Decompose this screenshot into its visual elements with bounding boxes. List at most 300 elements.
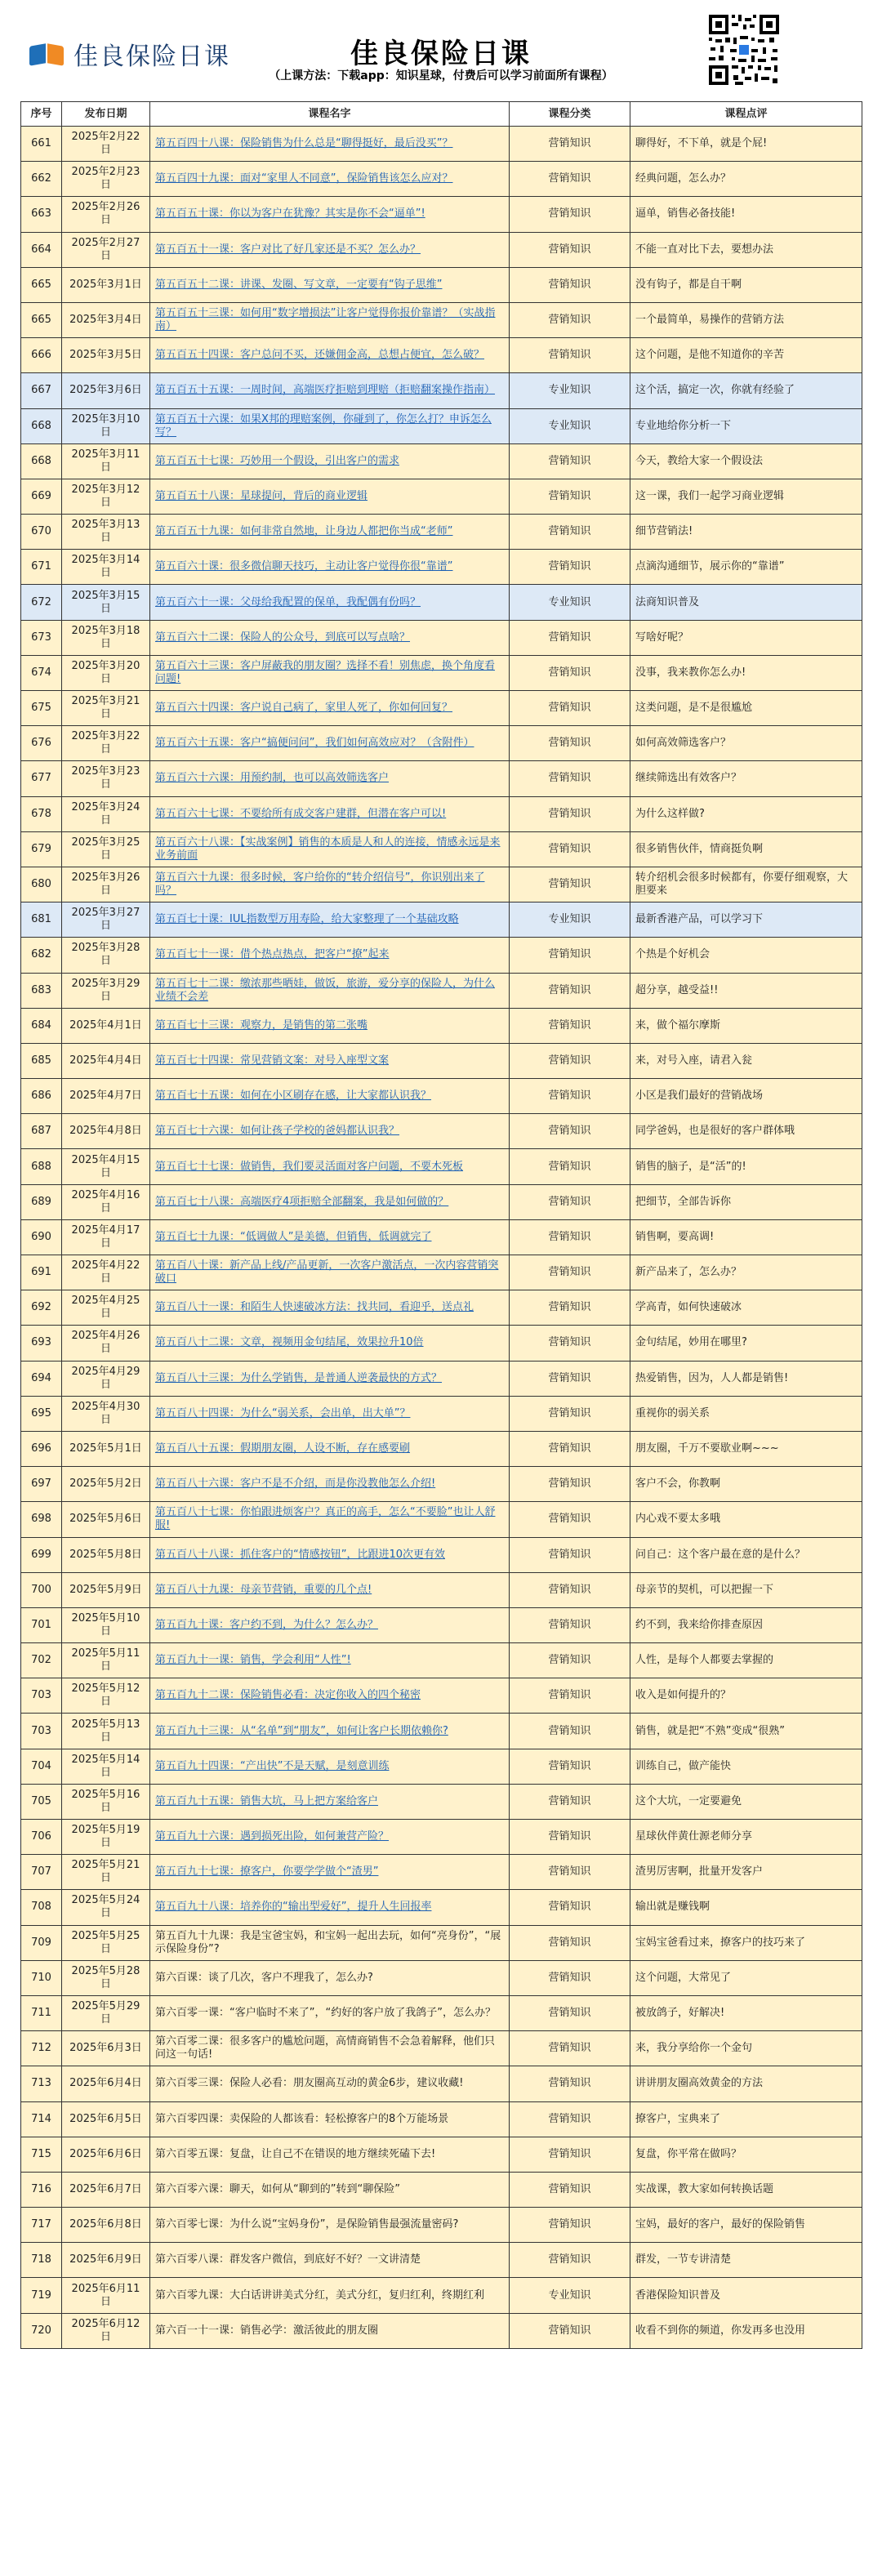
course-name-link[interactable]: 第五百六十六课：用预约制，也可以高效筛选客户: [150, 761, 510, 796]
course-category: 营销知识: [510, 1290, 630, 1326]
column-header-comment: 课程点评: [630, 102, 862, 127]
course-name-link[interactable]: 第五百九十四课：“产出快”不是天赋，是刻意训练: [150, 1749, 510, 1784]
course-category: 营销知识: [510, 1361, 630, 1396]
publish-date: 2025年6月5日: [62, 2101, 150, 2137]
course-comment: 为什么这样做?: [630, 796, 862, 831]
row-number: 689: [21, 1184, 62, 1219]
publish-date: 2025年2月22日: [62, 127, 150, 162]
course-comment: 收入是如何提升的？: [630, 1678, 862, 1714]
course-comment: 法商知识普及: [630, 585, 862, 620]
course-name-link[interactable]: 第五百七十八课：高端医疗4项拒赔全部翻案，我是如何做的？: [150, 1184, 510, 1219]
table-row: [21, 1890, 862, 1925]
course-category: 营销知识: [510, 1855, 630, 1890]
table-row: [21, 726, 862, 761]
table-row: [21, 302, 862, 337]
publish-date: 2025年4月8日: [62, 1114, 150, 1149]
course-category: 营销知识: [510, 1749, 630, 1784]
row-number: 674: [21, 655, 62, 690]
course-name-link[interactable]: 第五百七十二课：缴浓那些晒娃，做饭，旅游，爱分享的保险人，为什么业绩不会差: [150, 973, 510, 1008]
publish-date: 2025年4月30日: [62, 1396, 150, 1431]
course-category: 营销知识: [510, 1149, 630, 1184]
course-name-link[interactable]: 第五百五十一课：客户对比了好几家还是不买？怎么办？: [150, 232, 510, 267]
table-row: [21, 1784, 862, 1819]
course-comment: 个热是个好机会: [630, 938, 862, 973]
table-row: [21, 620, 862, 655]
course-name-link[interactable]: 第五百九十六课：遇到损死出险，如何兼营产险？: [150, 1820, 510, 1855]
course-category: 营销知识: [510, 2066, 630, 2101]
table-row: [21, 1678, 862, 1714]
course-name-link[interactable]: 第五百八十七课：你怕跟进烦客户？真正的高手，怎么“不要脸”也让人舒服!: [150, 1502, 510, 1537]
table-row: [21, 1643, 862, 1678]
course-category: 专业知识: [510, 373, 630, 408]
row-number: 711: [21, 1995, 62, 2030]
course-category: 营销知识: [510, 1008, 630, 1043]
row-number: 691: [21, 1255, 62, 1290]
row-number: 664: [21, 232, 62, 267]
course-name-link[interactable]: 第五百六十五课：客户“搞便问问”，我们如何高效应对？（含附件）: [150, 726, 510, 761]
table-row: [21, 515, 862, 550]
table-row: [21, 796, 862, 831]
table-row: [21, 2031, 862, 2066]
publish-date: 2025年5月2日: [62, 1467, 150, 1502]
course-comment: 实战课，教大家如何转换话题: [630, 2172, 862, 2207]
course-comment: 写啥好呢？: [630, 620, 862, 655]
row-number: 715: [21, 2137, 62, 2172]
course-category: 营销知识: [510, 162, 630, 197]
course-name-link[interactable]: 第五百八十课：新产品上线/产品更新，一次客户激活点，一次内容营销突破口: [150, 1255, 510, 1290]
course-category: 营销知识: [510, 2243, 630, 2278]
publish-date: 2025年4月17日: [62, 1219, 150, 1255]
course-name-link[interactable]: 第五百七十七课：做销售，我们要灵活面对客户问题，不要木死板: [150, 1149, 510, 1184]
row-number: 671: [21, 550, 62, 585]
course-comment: 渣男厉害啊，批量开发客户: [630, 1855, 862, 1890]
table-row: [21, 1537, 862, 1572]
course-category: 营销知识: [510, 831, 630, 867]
course-name-link[interactable]: 第五百九十课：客户约不到，为什么？怎么办？: [150, 1607, 510, 1642]
table-row: [21, 2137, 862, 2172]
course-name-link[interactable]: 第五百五十四课：客户总问不买，还嫌佣金高，总想占便宜，怎么破？: [150, 338, 510, 373]
course-category: 营销知识: [510, 1643, 630, 1678]
row-number: 668: [21, 408, 62, 443]
course-category: 营销知识: [510, 655, 630, 690]
course-name-link[interactable]: 第五百七十六课：如何让孩子学校的爸妈都认识我？: [150, 1114, 510, 1149]
publish-date: 2025年5月9日: [62, 1572, 150, 1607]
course-name-link[interactable]: 第五百八十三课：为什么学销售，是普通人逆袭最快的方式？: [150, 1361, 510, 1396]
table-row: [21, 1960, 862, 1995]
publish-date: 2025年4月7日: [62, 1079, 150, 1114]
logo-text: 佳良保险日课: [74, 42, 230, 71]
course-comment: 经典问题，怎么办？: [630, 162, 862, 197]
course-name-link[interactable]: 第五百五十九课：如何非常自然地，让身边人都把你当成“老师”: [150, 515, 510, 550]
row-number: 700: [21, 1572, 62, 1607]
row-number: 677: [21, 761, 62, 796]
course-name: 第六百零九课：大白话讲讲美式分红，美式分红，复归红利，终期红利: [150, 2278, 510, 2313]
row-number: 703: [21, 1714, 62, 1749]
course-comment: 重视你的弱关系: [630, 1396, 862, 1431]
course-name: 第六百零四课：卖保险的人都该看：轻松撩客户的8个万能场景: [150, 2101, 510, 2137]
course-category: 营销知识: [510, 338, 630, 373]
course-name-link[interactable]: 第五百八十四课：为什么“弱关系，会出单，出大单”？: [150, 1396, 510, 1431]
table-row: [21, 373, 862, 408]
table-row: [21, 1431, 862, 1466]
publish-date: 2025年3月10日: [62, 408, 150, 443]
publish-date: 2025年3月15日: [62, 585, 150, 620]
publish-date: 2025年5月24日: [62, 1890, 150, 1925]
publish-date: 2025年6月9日: [62, 2243, 150, 2278]
publish-date: 2025年3月6日: [62, 373, 150, 408]
table-row: [21, 232, 862, 267]
course-comment: 这个问题，是他不知道你的辛苦: [630, 338, 862, 373]
table-row: [21, 1396, 862, 1431]
course-category: 营销知识: [510, 1255, 630, 1290]
course-name-link[interactable]: 第五百六十八课：【实战案例】销售的本质是人和人的连接，情感永远是来业务前面: [150, 831, 510, 867]
publish-date: 2025年2月27日: [62, 232, 150, 267]
row-number: 672: [21, 585, 62, 620]
publish-date: 2025年4月15日: [62, 1149, 150, 1184]
course-comment: 约不到，我来给你排查原因: [630, 1607, 862, 1642]
publish-date: 2025年5月29日: [62, 1995, 150, 2030]
course-name-link[interactable]: 第五百九十三课：从“名单”到“朋友”，如何让客户长期依赖你?: [150, 1714, 510, 1749]
course-category: 营销知识: [510, 550, 630, 585]
course-category: 营销知识: [510, 1184, 630, 1219]
row-number: 706: [21, 1820, 62, 1855]
course-comment: 如何高效筛选客户？: [630, 726, 862, 761]
table-row: [21, 1219, 862, 1255]
course-name-link[interactable]: 第五百九十二课：保险销售必看：决定你收入的四个秘密: [150, 1678, 510, 1714]
course-category: 营销知识: [510, 443, 630, 479]
course-category: 营销知识: [510, 2208, 630, 2243]
row-number: 713: [21, 2066, 62, 2101]
course-name-link[interactable]: 第五百五十五课：一周时间，高端医疗拒赔到理赔（拒赔翻案操作指南）: [150, 373, 510, 408]
table-row: [21, 1925, 862, 1960]
course-category: 营销知识: [510, 2313, 630, 2348]
row-number: 688: [21, 1149, 62, 1184]
course-name-link[interactable]: 第五百七十课：IUL指数型万用寿险，给大家整理了一个基础攻略: [150, 902, 510, 938]
course-comment: 销售，就是把“不熟”变成“很熟”: [630, 1714, 862, 1749]
course-comment: 来，对号入座，请君入瓮: [630, 1043, 862, 1078]
table-row: [21, 267, 862, 302]
course-comment: 这个问题，大常见了: [630, 1960, 862, 1995]
table-row: [21, 1361, 862, 1396]
course-comment: 同学爸妈，也是很好的客户群体哦: [630, 1114, 862, 1149]
course-comment: 这个活，搞定一次，你就有经验了: [630, 373, 862, 408]
row-number: 704: [21, 1749, 62, 1784]
course-comment: 训练自己，做产能快: [630, 1749, 862, 1784]
publish-date: 2025年4月25日: [62, 1290, 150, 1326]
course-name: 第六百课：谈了几次，客户不理我了，怎么办?: [150, 1960, 510, 1995]
course-name-link[interactable]: 第五百五十二课：讲课、发圈、写文章，一定要有“钩子思维”: [150, 267, 510, 302]
course-category: 营销知识: [510, 1396, 630, 1431]
publish-date: 2025年6月7日: [62, 2172, 150, 2207]
table-row: [21, 197, 862, 232]
publish-date: 2025年3月11日: [62, 443, 150, 479]
row-number: 678: [21, 796, 62, 831]
course-comment: 不能一直对比下去，要想办法: [630, 232, 862, 267]
course-name-link[interactable]: 第五百九十五课：销售大坑，马上把方案给客户: [150, 1784, 510, 1819]
publish-date: 2025年6月6日: [62, 2137, 150, 2172]
course-name-link[interactable]: 第五百六十九课：很多时候，客户给你的“转介绍信号”，你识别出来了吗？: [150, 867, 510, 902]
course-comment: 新产品来了，怎么办？: [630, 1255, 862, 1290]
column-header-date: 发布日期: [62, 102, 150, 127]
course-category: 营销知识: [510, 302, 630, 337]
course-name-link[interactable]: 第五百五十六课：如果X邦的理赔案例，你碰到了，你怎么打？申诉怎么写？: [150, 408, 510, 443]
publish-date: 2025年3月21日: [62, 691, 150, 726]
row-number: 665: [21, 302, 62, 337]
course-category: 专业知识: [510, 2278, 630, 2313]
row-number: 698: [21, 1502, 62, 1537]
course-category: 营销知识: [510, 1572, 630, 1607]
publish-date: 2025年6月4日: [62, 2066, 150, 2101]
row-number: 716: [21, 2172, 62, 2207]
course-category: 营销知识: [510, 1995, 630, 2030]
course-comment: 没事，我来教你怎么办!: [630, 655, 862, 690]
row-number: 695: [21, 1396, 62, 1431]
course-category: 营销知识: [510, 197, 630, 232]
course-name-link[interactable]: 第五百九十八课：培养你的“输出型爱好”，提升人生回报率: [150, 1890, 510, 1925]
course-comment: 继续筛选出有效客户？: [630, 761, 862, 796]
course-comment: 宝妈，最好的客户，最好的保险销售: [630, 2208, 862, 2243]
course-name-link[interactable]: 第五百八十六课：客户不是不介绍，而是你没教他怎么介绍!: [150, 1467, 510, 1502]
row-number: 703: [21, 1678, 62, 1714]
course-category: 营销知识: [510, 1326, 630, 1361]
course-name: 第六百零一课：“客户临时不来了”，“约好的客户放了我鸽子”，怎么办？: [150, 1995, 510, 2030]
course-name-link[interactable]: 第五百八十五课：假期朋友圈，人设不断，存在感要刷: [150, 1431, 510, 1466]
course-category: 营销知识: [510, 2172, 630, 2207]
course-comment: 逼单，销售必备技能!: [630, 197, 862, 232]
course-comment: 聊得好，不下单，就是个屁!: [630, 127, 862, 162]
course-name-link[interactable]: 第五百五十三课：如何用“数字增损法”让客户觉得你报价靠谱？（实战指南）: [150, 302, 510, 337]
course-category: 营销知识: [510, 1537, 630, 1572]
row-number: 676: [21, 726, 62, 761]
course-comment: 销售的脑子，是“活”的!: [630, 1149, 862, 1184]
table-row: [21, 1008, 862, 1043]
row-number: 668: [21, 443, 62, 479]
course-comment: 小区是我们最好的营销战场: [630, 1079, 862, 1114]
table-header-row: [21, 102, 862, 127]
publish-date: 2025年2月26日: [62, 197, 150, 232]
course-category: 营销知识: [510, 267, 630, 302]
course-name-link[interactable]: 第五百八十一课：和陌生人快速破冰方法：找共同，看迎乎，送点礼: [150, 1290, 510, 1326]
row-number: 682: [21, 938, 62, 973]
publish-date: 2025年5月25日: [62, 1925, 150, 1960]
course-name-link[interactable]: 第五百六十一课：父母给我配置的保单，我配偶有份吗？: [150, 585, 510, 620]
course-comment: 复盘，你平常在做吗？: [630, 2137, 862, 2172]
course-table: [20, 101, 862, 2349]
course-name-link[interactable]: 第五百八十八课：抓住客户的“情感按钮”，比跟进10次更有效: [150, 1537, 510, 1572]
course-name: 第六百零六课：聊天，如何从“聊到的”转到“聊保险”: [150, 2172, 510, 2207]
row-number: 692: [21, 1290, 62, 1326]
table-row: [21, 127, 862, 162]
row-number: 697: [21, 1467, 62, 1502]
course-name-link[interactable]: 第五百六十三课：客户屏蔽我的朋友圈？选择不看！别焦虑，换个角度看问题!: [150, 655, 510, 690]
table-row: [21, 691, 862, 726]
course-comment: 把细节，全部告诉你: [630, 1184, 862, 1219]
row-number: 714: [21, 2101, 62, 2137]
publish-date: 2025年4月1日: [62, 1008, 150, 1043]
course-name-link[interactable]: 第五百七十九课：“低调做人”是美德，但销售，低调就完了: [150, 1219, 510, 1255]
course-category: 营销知识: [510, 1678, 630, 1714]
row-number: 720: [21, 2313, 62, 2348]
row-number: 669: [21, 479, 62, 514]
course-comment: 今天，教给大家一个假设法: [630, 443, 862, 479]
row-number: 708: [21, 1890, 62, 1925]
table-row: [21, 655, 862, 690]
row-number: 719: [21, 2278, 62, 2313]
course-category: 营销知识: [510, 1114, 630, 1149]
table-row: [21, 938, 862, 973]
course-name-link[interactable]: 第五百七十四课：常见营销文案：对号入座型文案: [150, 1043, 510, 1078]
table-row: [21, 408, 862, 443]
table-row: [21, 1079, 862, 1114]
course-comment: 客户不会，你教啊: [630, 1467, 862, 1502]
table-row: [21, 2278, 862, 2313]
course-comment: 宝妈宝爸看过来，撩客户的技巧来了: [630, 1925, 862, 1960]
course-category: 专业知识: [510, 408, 630, 443]
course-comment: 讲讲朋友圈高效黄金的方法: [630, 2066, 862, 2101]
course-category: 营销知识: [510, 973, 630, 1008]
row-number: 694: [21, 1361, 62, 1396]
course-name-link[interactable]: 第五百六十七课：不要给所有成交客户建群，但潜在客户可以!: [150, 796, 510, 831]
row-number: 667: [21, 373, 62, 408]
course-category: 营销知识: [510, 1784, 630, 1819]
course-category: 营销知识: [510, 1219, 630, 1255]
row-number: 686: [21, 1079, 62, 1114]
course-comment: 人性，是每个人都要去掌握的: [630, 1643, 862, 1678]
course-category: 营销知识: [510, 1431, 630, 1466]
publish-date: 2025年3月23日: [62, 761, 150, 796]
course-category: 营销知识: [510, 1502, 630, 1537]
row-number: 684: [21, 1008, 62, 1043]
course-comment: 母亲节的契机，可以把握一下: [630, 1572, 862, 1607]
course-category: 营销知识: [510, 479, 630, 514]
course-comment: 香港保险知识普及: [630, 2278, 862, 2313]
publish-date: 2025年4月26日: [62, 1326, 150, 1361]
publish-date: 2025年4月22日: [62, 1255, 150, 1290]
publish-date: 2025年6月11日: [62, 2278, 150, 2313]
table-row: [21, 1572, 862, 1607]
table-row: [21, 585, 862, 620]
course-comment: 学高青，如何快速破冰: [630, 1290, 862, 1326]
course-category: 营销知识: [510, 1714, 630, 1749]
row-number: 702: [21, 1643, 62, 1678]
course-name-link[interactable]: 第五百六十课：很多微信聊天技巧，主动让客户觉得你很“靠谱”: [150, 550, 510, 585]
course-category: 营销知识: [510, 232, 630, 267]
publish-date: 2025年3月28日: [62, 938, 150, 973]
course-name-link[interactable]: 第五百九十一课：销售，学会利用“人性”!: [150, 1643, 510, 1678]
table-row: [21, 1467, 862, 1502]
course-comment: 点滴沟通细节，展示你的“靠谱”: [630, 550, 862, 585]
course-name-link[interactable]: 第五百四十八课：保险销售为什么总是“聊得挺好，最后没买”？: [150, 127, 510, 162]
publish-date: 2025年3月18日: [62, 620, 150, 655]
course-category: 营销知识: [510, 1043, 630, 1078]
course-name-link[interactable]: 第五百八十二课：文章，视频用金句结尾，效果拉升10倍: [150, 1326, 510, 1361]
course-name-link[interactable]: 第五百七十五课：如何在小区刷存在感，让大家都认识我？: [150, 1079, 510, 1114]
course-comment: 最新香港产品，可以学习下: [630, 902, 862, 938]
course-name-link[interactable]: 第五百六十四课：客户说自己病了，家里人死了，你如何回复？: [150, 691, 510, 726]
row-number: 707: [21, 1855, 62, 1890]
course-name-link[interactable]: 第五百五十八课：星球提问，背后的商业逻辑: [150, 479, 510, 514]
course-comment: 细节营销法!: [630, 515, 862, 550]
publish-date: 2025年5月14日: [62, 1749, 150, 1784]
row-number: 670: [21, 515, 62, 550]
table-row: [21, 1184, 862, 1219]
row-number: 693: [21, 1326, 62, 1361]
row-number: 710: [21, 1960, 62, 1995]
row-number: 712: [21, 2031, 62, 2066]
row-number: 679: [21, 831, 62, 867]
course-category: 营销知识: [510, 620, 630, 655]
course-comment: 来，我分享给你一个金句: [630, 2031, 862, 2066]
table-row: [21, 1995, 862, 2030]
course-category: 营销知识: [510, 1607, 630, 1642]
publish-date: 2025年6月12日: [62, 2313, 150, 2348]
course-category: 营销知识: [510, 796, 630, 831]
publish-date: 2025年2月23日: [62, 162, 150, 197]
row-number: 673: [21, 620, 62, 655]
course-comment: 销售啊，要高调!: [630, 1219, 862, 1255]
publish-date: 2025年5月16日: [62, 1784, 150, 1819]
course-name: 第六百一十一课：销售必学：激活彼此的朋友圈: [150, 2313, 510, 2348]
course-name-link[interactable]: 第五百六十二课：保险人的公众号，到底可以写点啥？: [150, 620, 510, 655]
course-comment: 专业地给你分析一下: [630, 408, 862, 443]
course-comment: 这一课，我们一起学习商业逻辑: [630, 479, 862, 514]
publish-date: 2025年3月27日: [62, 902, 150, 938]
course-name-link[interactable]: 第五百四十九课：面对“家里人不同意”，保险销售该怎么应对？: [150, 162, 510, 197]
course-category: 营销知识: [510, 2101, 630, 2137]
publish-date: 2025年3月29日: [62, 973, 150, 1008]
course-name-link[interactable]: 第五百五十七课：巧妙用一个假设，引出客户的需求: [150, 443, 510, 479]
row-number: 663: [21, 197, 62, 232]
publish-date: 2025年3月5日: [62, 338, 150, 373]
table-row: [21, 2313, 862, 2348]
course-name: 第五百九十九课：我是宝爸宝妈，和宝妈一起出去玩，如何“亮身份”，“展示保险身份”?: [150, 1925, 510, 1960]
course-category: 营销知识: [510, 1079, 630, 1114]
publish-date: 2025年3月14日: [62, 550, 150, 585]
course-comment: 这个大坑，一定要避免: [630, 1784, 862, 1819]
course-name-link[interactable]: 第五百五十课：你以为客户在犹豫？其实是你不会“逼单”!: [150, 197, 510, 232]
publish-date: 2025年3月25日: [62, 831, 150, 867]
row-number: 717: [21, 2208, 62, 2243]
publish-date: 2025年5月28日: [62, 1960, 150, 1995]
row-number: 705: [21, 1784, 62, 1819]
table-row: [21, 2101, 862, 2137]
course-name-link[interactable]: 第五百九十七课：撩客户，你要学学做个“渣男”: [150, 1855, 510, 1890]
course-comment: 没有钩子，都是自干啊: [630, 267, 862, 302]
row-number: 685: [21, 1043, 62, 1078]
course-name: 第六百零七课：为什么说“宝妈身份”，是保险销售最强流量密码?: [150, 2208, 510, 2243]
course-name-link[interactable]: 第五百七十三课：观察力，是销售的第二张嘴: [150, 1008, 510, 1043]
publish-date: 2025年5月6日: [62, 1502, 150, 1537]
publish-date: 2025年3月20日: [62, 655, 150, 690]
course-comment: 内心戏不要太多哦: [630, 1502, 862, 1537]
course-name-link[interactable]: 第五百七十一课：借个热点热点，把客户“撩”起来: [150, 938, 510, 973]
course-category: 营销知识: [510, 726, 630, 761]
row-number: 701: [21, 1607, 62, 1642]
row-number: 709: [21, 1925, 62, 1960]
course-name: 第六百零三课：保险人必看：朋友圈高互动的黄金6步，建议收藏!: [150, 2066, 510, 2101]
publish-date: 2025年5月1日: [62, 1431, 150, 1466]
course-name-link[interactable]: 第五百八十九课：母亲节营销，重要的几个点!: [150, 1572, 510, 1607]
course-category: 营销知识: [510, 867, 630, 902]
course-category: 营销知识: [510, 2031, 630, 2066]
publish-date: 2025年5月19日: [62, 1820, 150, 1855]
row-number: 666: [21, 338, 62, 373]
course-comment: 超分享，越受益!!: [630, 973, 862, 1008]
course-name: 第六百零五课：复盘，让自己不在错误的地方继续死磕下去!: [150, 2137, 510, 2172]
table-row: [21, 761, 862, 796]
course-comment: 被放鸽子，好解决!: [630, 1995, 862, 2030]
row-number: 690: [21, 1219, 62, 1255]
